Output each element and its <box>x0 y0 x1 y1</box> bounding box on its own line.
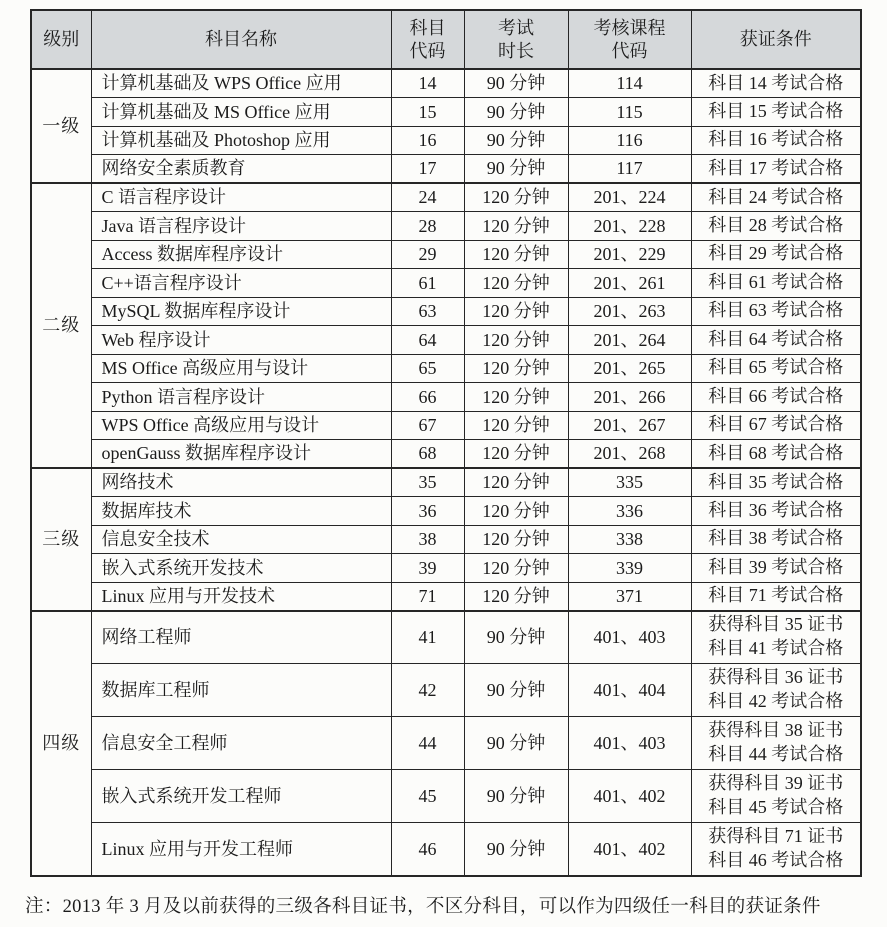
cert-condition-cell <box>691 383 861 412</box>
exam-duration-cell: 90 分钟 <box>464 98 568 127</box>
cert-condition-cell <box>691 183 861 212</box>
table-row <box>31 823 861 876</box>
exam-duration-cell: 120 分钟 <box>464 554 568 583</box>
table-row <box>31 297 861 326</box>
subject-code-cell: 35 <box>391 468 464 497</box>
cert-condition-line: 科目 66 考试合格 <box>708 385 844 406</box>
table-row <box>31 497 861 526</box>
cert-condition-line: 获得科目 71 证书 <box>708 825 844 846</box>
table-row <box>31 240 861 269</box>
exam-duration-cell: 120 分钟 <box>464 497 568 526</box>
cert-condition-cell <box>691 525 861 554</box>
table-row <box>31 411 861 440</box>
subject-name-cell: MySQL 数据库程序设计 <box>91 297 391 326</box>
exam-duration-cell: 120 分钟 <box>464 582 568 611</box>
subject-name-cell: 信息安全工程师 <box>91 717 391 770</box>
course-code-cell: 201、263 <box>568 297 691 326</box>
course-code-cell: 401、404 <box>568 664 691 717</box>
subject-name-cell: C++语言程序设计 <box>91 269 391 298</box>
subject-name-cell: 嵌入式系统开发工程师 <box>91 770 391 823</box>
cert-condition-line: 科目 16 考试合格 <box>708 129 844 150</box>
cert-condition-line: 科目 65 考试合格 <box>708 357 844 378</box>
course-code-cell: 401、402 <box>568 770 691 823</box>
exam-subjects-table <box>30 9 862 877</box>
course-code-cell: 201、268 <box>568 440 691 469</box>
exam-duration-cell: 90 分钟 <box>464 823 568 876</box>
table-row <box>31 126 861 155</box>
table-row <box>31 582 861 611</box>
course-code-cell: 401、403 <box>568 611 691 664</box>
cert-condition-line: 科目 44 考试合格 <box>708 744 844 764</box>
exam-duration-cell: 120 分钟 <box>464 326 568 355</box>
cert-condition-line: 获得科目 36 证书 <box>708 667 844 688</box>
exam-duration-cell: 120 分钟 <box>464 468 568 497</box>
cert-condition-line: 科目 64 考试合格 <box>708 328 844 349</box>
level-cell: 二级 <box>31 183 91 468</box>
table-row <box>31 383 861 412</box>
cert-condition-cell <box>691 497 861 526</box>
subject-code-cell: 29 <box>391 240 464 269</box>
table-row <box>31 69 861 98</box>
cert-condition-line: 科目 14 考试合格 <box>708 72 844 93</box>
header-subject-name: 科目名称 <box>91 10 391 69</box>
exam-duration-cell: 120 分钟 <box>464 525 568 554</box>
cert-condition-cell <box>691 823 861 876</box>
course-code-cell: 114 <box>568 69 691 98</box>
subject-name-cell: 网络工程师 <box>91 611 391 664</box>
subject-name-cell: 网络技术 <box>91 468 391 497</box>
exam-duration-cell: 120 分钟 <box>464 240 568 269</box>
cert-condition-cell <box>691 770 861 823</box>
cert-condition-cell <box>691 212 861 241</box>
course-code-cell: 116 <box>568 126 691 155</box>
exam-duration-cell: 120 分钟 <box>464 212 568 241</box>
exam-duration-cell: 120 分钟 <box>464 354 568 383</box>
level-cell: 三级 <box>31 468 91 611</box>
subject-name-cell: openGauss 数据库程序设计 <box>91 440 391 469</box>
cert-condition-cell <box>691 468 861 497</box>
header-exam-duration <box>464 10 568 69</box>
header-exam-duration-line2: 时长 <box>498 40 534 61</box>
subject-code-cell: 44 <box>391 717 464 770</box>
subject-code-cell: 45 <box>391 770 464 823</box>
table-row <box>31 155 861 184</box>
exam-duration-cell: 90 分钟 <box>464 717 568 770</box>
exam-duration-cell: 90 分钟 <box>464 155 568 184</box>
cert-condition-cell <box>691 240 861 269</box>
subject-code-cell: 66 <box>391 383 464 412</box>
table-header <box>31 10 861 69</box>
subject-code-cell: 28 <box>391 212 464 241</box>
exam-duration-cell: 120 分钟 <box>464 440 568 469</box>
subject-code-cell: 15 <box>391 98 464 127</box>
cert-condition-line: 获得科目 39 证书 <box>708 773 844 794</box>
cert-condition-line: 科目 17 考试合格 <box>708 157 844 178</box>
course-code-cell: 339 <box>568 554 691 583</box>
cert-condition-cell <box>691 611 861 664</box>
subject-name-cell: 网络安全素质教育 <box>91 155 391 184</box>
subject-code-cell: 14 <box>391 69 464 98</box>
cert-condition-line: 科目 46 考试合格 <box>708 849 844 870</box>
header-course-code-line1: 考核课程 <box>593 18 666 38</box>
cert-condition-line: 科目 67 考试合格 <box>708 414 844 435</box>
table-row <box>31 770 861 823</box>
cert-condition-cell <box>691 411 861 440</box>
subject-code-cell: 39 <box>391 554 464 583</box>
course-code-cell: 201、267 <box>568 411 691 440</box>
course-code-cell: 117 <box>568 155 691 184</box>
subject-code-cell: 38 <box>391 525 464 554</box>
table-row <box>31 611 861 664</box>
level-cell: 一级 <box>31 69 91 183</box>
cert-condition-cell <box>691 269 861 298</box>
exam-duration-cell: 90 分钟 <box>464 69 568 98</box>
subject-code-cell: 64 <box>391 326 464 355</box>
subject-name-cell: Linux 应用与开发技术 <box>91 582 391 611</box>
subject-name-cell: Java 语言程序设计 <box>91 212 391 241</box>
subject-name-cell: MS Office 高级应用与设计 <box>91 354 391 383</box>
table-row <box>31 664 861 717</box>
header-exam-duration-line1: 考试 <box>498 18 534 38</box>
header-level: 级别 <box>31 10 91 69</box>
cert-condition-cell <box>691 354 861 383</box>
table-row <box>31 440 861 469</box>
subject-code-cell: 16 <box>391 126 464 155</box>
course-code-cell: 336 <box>568 497 691 526</box>
exam-duration-cell: 120 分钟 <box>464 183 568 212</box>
course-code-cell: 401、403 <box>568 717 691 770</box>
subject-code-cell: 65 <box>391 354 464 383</box>
course-code-cell: 201、261 <box>568 269 691 298</box>
cert-condition-line: 科目 61 考试合格 <box>708 271 844 292</box>
exam-duration-cell: 90 分钟 <box>464 611 568 664</box>
header-cert-condition: 获证条件 <box>691 10 861 69</box>
cert-condition-cell <box>691 297 861 326</box>
course-code-cell: 201、229 <box>568 240 691 269</box>
subject-code-cell: 17 <box>391 155 464 184</box>
course-code-cell: 371 <box>568 582 691 611</box>
subject-name-cell: Linux 应用与开发工程师 <box>91 823 391 876</box>
cert-condition-line: 科目 36 考试合格 <box>708 499 844 520</box>
course-code-cell: 401、402 <box>568 823 691 876</box>
header-row <box>31 10 861 69</box>
cert-condition-cell <box>691 554 861 583</box>
exam-duration-cell: 120 分钟 <box>464 269 568 298</box>
cert-condition-cell <box>691 664 861 717</box>
cert-condition-line: 获得科目 38 证书 <box>708 720 844 741</box>
subject-name-cell: 计算机基础及 WPS Office 应用 <box>91 69 391 98</box>
subject-code-cell: 71 <box>391 582 464 611</box>
table-body <box>31 69 861 876</box>
level-cell: 四级 <box>31 611 91 876</box>
cert-condition-line: 科目 38 考试合格 <box>708 528 844 549</box>
subject-name-cell: Web 程序设计 <box>91 326 391 355</box>
subject-code-cell: 24 <box>391 183 464 212</box>
subject-name-cell: Python 语言程序设计 <box>91 383 391 412</box>
course-code-cell: 201、224 <box>568 183 691 212</box>
table-row <box>31 525 861 554</box>
cert-condition-line: 科目 28 考试合格 <box>708 214 844 235</box>
exam-duration-cell: 120 分钟 <box>464 297 568 326</box>
cert-condition-cell <box>691 717 861 770</box>
table-row <box>31 183 861 212</box>
subject-name-cell: WPS Office 高级应用与设计 <box>91 411 391 440</box>
table-row <box>31 554 861 583</box>
header-subject-code-line1: 科目 <box>409 18 446 38</box>
cert-condition-cell <box>691 126 861 155</box>
cert-condition-cell <box>691 326 861 355</box>
header-course-code <box>568 10 691 69</box>
table-row <box>31 269 861 298</box>
cert-condition-line: 科目 42 考试合格 <box>708 691 844 711</box>
cert-condition-line: 科目 68 考试合格 <box>708 442 844 463</box>
header-course-code-line2: 代码 <box>611 40 648 61</box>
subject-name-cell: 计算机基础及 Photoshop 应用 <box>91 126 391 155</box>
cert-condition-line: 科目 15 考试合格 <box>708 100 844 121</box>
subject-name-cell: 信息安全技术 <box>91 525 391 554</box>
footnote: 注：2013 年 3 月及以前获得的三级各科目证书，不区分科目，可以作为四级任一科目的获证条件 <box>25 897 821 917</box>
cert-condition-line: 科目 35 考试合格 <box>708 471 844 492</box>
table-row <box>31 98 861 127</box>
course-code-cell: 115 <box>568 98 691 127</box>
exam-duration-cell: 120 分钟 <box>464 411 568 440</box>
subject-code-cell: 42 <box>391 664 464 717</box>
exam-duration-cell: 120 分钟 <box>464 383 568 412</box>
cert-condition-line: 科目 45 考试合格 <box>708 797 844 817</box>
table-row <box>31 717 861 770</box>
table-row <box>31 468 861 497</box>
course-code-cell: 338 <box>568 525 691 554</box>
subject-name-cell: Access 数据库程序设计 <box>91 240 391 269</box>
cert-condition-line: 科目 41 考试合格 <box>708 638 844 659</box>
exam-duration-cell: 90 分钟 <box>464 126 568 155</box>
course-code-cell: 201、265 <box>568 354 691 383</box>
cert-condition-cell <box>691 98 861 127</box>
cert-condition-line: 科目 63 考试合格 <box>708 300 844 321</box>
cert-condition-cell <box>691 582 861 611</box>
cert-condition-line: 科目 29 考试合格 <box>708 243 844 264</box>
course-code-cell: 335 <box>568 468 691 497</box>
subject-name-cell: 计算机基础及 MS Office 应用 <box>91 98 391 127</box>
cert-condition-cell <box>691 155 861 184</box>
table-row <box>31 212 861 241</box>
exam-duration-cell: 90 分钟 <box>464 664 568 717</box>
subject-name-cell: C 语言程序设计 <box>91 183 391 212</box>
subject-name-cell: 数据库工程师 <box>91 664 391 717</box>
cert-condition-cell <box>691 69 861 98</box>
cert-condition-line: 科目 39 考试合格 <box>708 556 844 577</box>
subject-name-cell: 数据库技术 <box>91 497 391 526</box>
subject-code-cell: 67 <box>391 411 464 440</box>
exam-duration-cell: 90 分钟 <box>464 770 568 823</box>
table-row <box>31 354 861 383</box>
cert-condition-cell <box>691 440 861 469</box>
cert-condition-line: 科目 71 考试合格 <box>708 585 844 606</box>
subject-code-cell: 41 <box>391 611 464 664</box>
subject-code-cell: 68 <box>391 440 464 469</box>
subject-code-cell: 36 <box>391 497 464 526</box>
course-code-cell: 201、264 <box>568 326 691 355</box>
subject-name-cell: 嵌入式系统开发技术 <box>91 554 391 583</box>
header-subject-code-line2: 代码 <box>409 40 446 61</box>
subject-code-cell: 61 <box>391 269 464 298</box>
course-code-cell: 201、266 <box>568 383 691 412</box>
header-subject-code <box>391 10 464 69</box>
subject-code-cell: 46 <box>391 823 464 876</box>
subject-code-cell: 63 <box>391 297 464 326</box>
course-code-cell: 201、228 <box>568 212 691 241</box>
table-row <box>31 326 861 355</box>
cert-condition-line: 获得科目 35 证书 <box>708 614 844 635</box>
cert-condition-line: 科目 24 考试合格 <box>708 186 844 207</box>
